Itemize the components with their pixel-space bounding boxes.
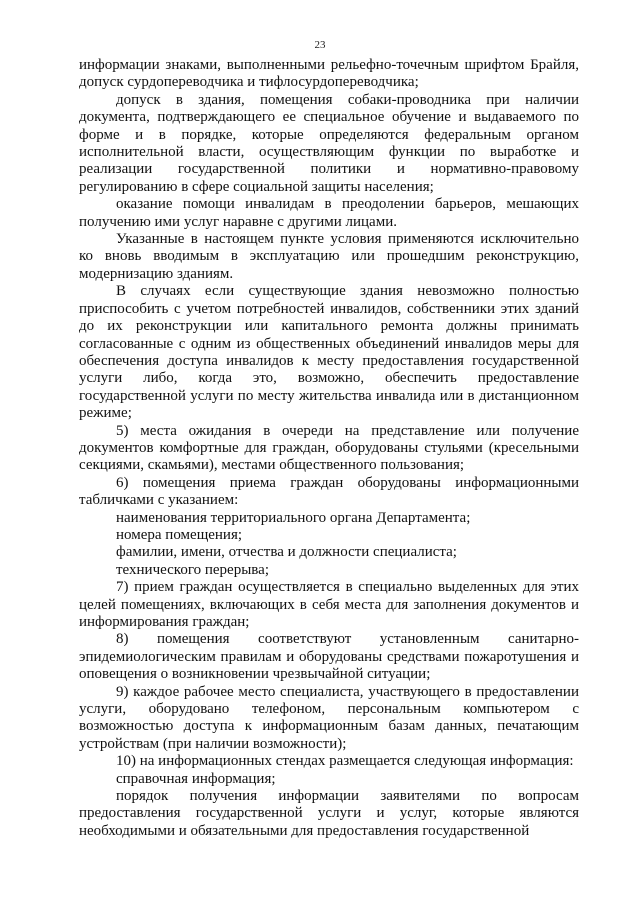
paragraph-procedure-info: порядок получения информации заявителями по вопросам предоставления государственной услуги и услуг, которые являются необходимыми и обязательными для предоставления государственной bbox=[79, 788, 579, 839]
list-item-department-name: наименования территориального органа Департамента; bbox=[116, 509, 471, 526]
paragraph-item-7-reception-premises: 7) прием граждан осуществляется в специально выделенных для этих целей помещениях, включающих в себя места для заполнения документов и информирования граждан; bbox=[79, 579, 579, 630]
document-body bbox=[79, 57, 579, 840]
paragraph-item-5-waiting-areas: 5) места ожидания в очереди на представление или получение документов комфортные для граждан, оборудованы стульями (кресельными секциями, скамьями), местами общественного пользования; bbox=[79, 422, 579, 474]
paragraph-item-9-workplace-equipment: 9) каждое рабочее место специалиста, участвующего в предоставлении услуги, оборудовано телефоном, персональным компьютером с возможностью доступа к информационным базам данных, печатающим устройствам (при наличии возможности); bbox=[79, 683, 579, 752]
paragraph-braille-continuation: информации знаками, выполненными рельефно-точечным шрифтом Брайля, допуск сурдопереводчика и тифлосурдопереводчика; bbox=[79, 57, 579, 91]
list-item-reference-info: справочная информация; bbox=[116, 770, 276, 787]
paragraph-conditions-scope: Указанные в настоящем пункте условия применяются исключительно ко вновь вводимым в эксплуатацию или прошедшим реконструкцию, модернизацию зданиям. bbox=[79, 231, 579, 282]
paragraph-item-6-reception-rooms: 6) помещения приема граждан оборудованы информационными табличками с указанием: bbox=[79, 474, 579, 509]
paragraph-guide-dog-access: допуск в здания, помещения собаки-проводника при наличии документа, подтверждающего ее специальное обучение и выдаваемого по форме и в порядке, которые определяются федеральным органом исполнительной власти, осуществляющим функции по выработке и реализации государственной политики и нормативно-правовому регулированию в сфере социальной защиты населения; bbox=[79, 91, 579, 195]
paragraph-existing-buildings: В случаях если существующие здания невозможно полностью приспособить с учетом потребностей инвалидов, собственники этих зданий до их реконструкции или капитального ремонта должны принимать согласованные с одним из общественных объединений инвалидов меры для обеспечения доступа инвалидов к месту предоставления государственной услуги либо, когда это, возможно, обеспечить предоставление государственной услуги по месту жительства инвалида или в дистанционном режиме; bbox=[79, 283, 579, 422]
list-item-room-number: номера помещения; bbox=[116, 526, 243, 543]
paragraph-item-8-sanitary-rules: 8) помещения соответствуют установленным санитарно-эпидемиологическим правилам и оборудованы средствами пожаротушения и оповещения о возникновении чрезвычайной ситуации; bbox=[79, 631, 579, 683]
list-item-break-time: технического перерыва; bbox=[116, 561, 269, 578]
paragraph-item-10-information-stands: 10) на информационных стендах размещается следующая информация: bbox=[116, 753, 574, 770]
page-number: 23 bbox=[314, 39, 326, 51]
paragraph-assistance-barriers: оказание помощи инвалидам в преодолении барьеров, мешающих получению ими услуг наравне с другими лицами. bbox=[79, 196, 579, 230]
list-item-specialist-name: фамилии, имени, отчества и должности специалиста; bbox=[116, 544, 457, 561]
